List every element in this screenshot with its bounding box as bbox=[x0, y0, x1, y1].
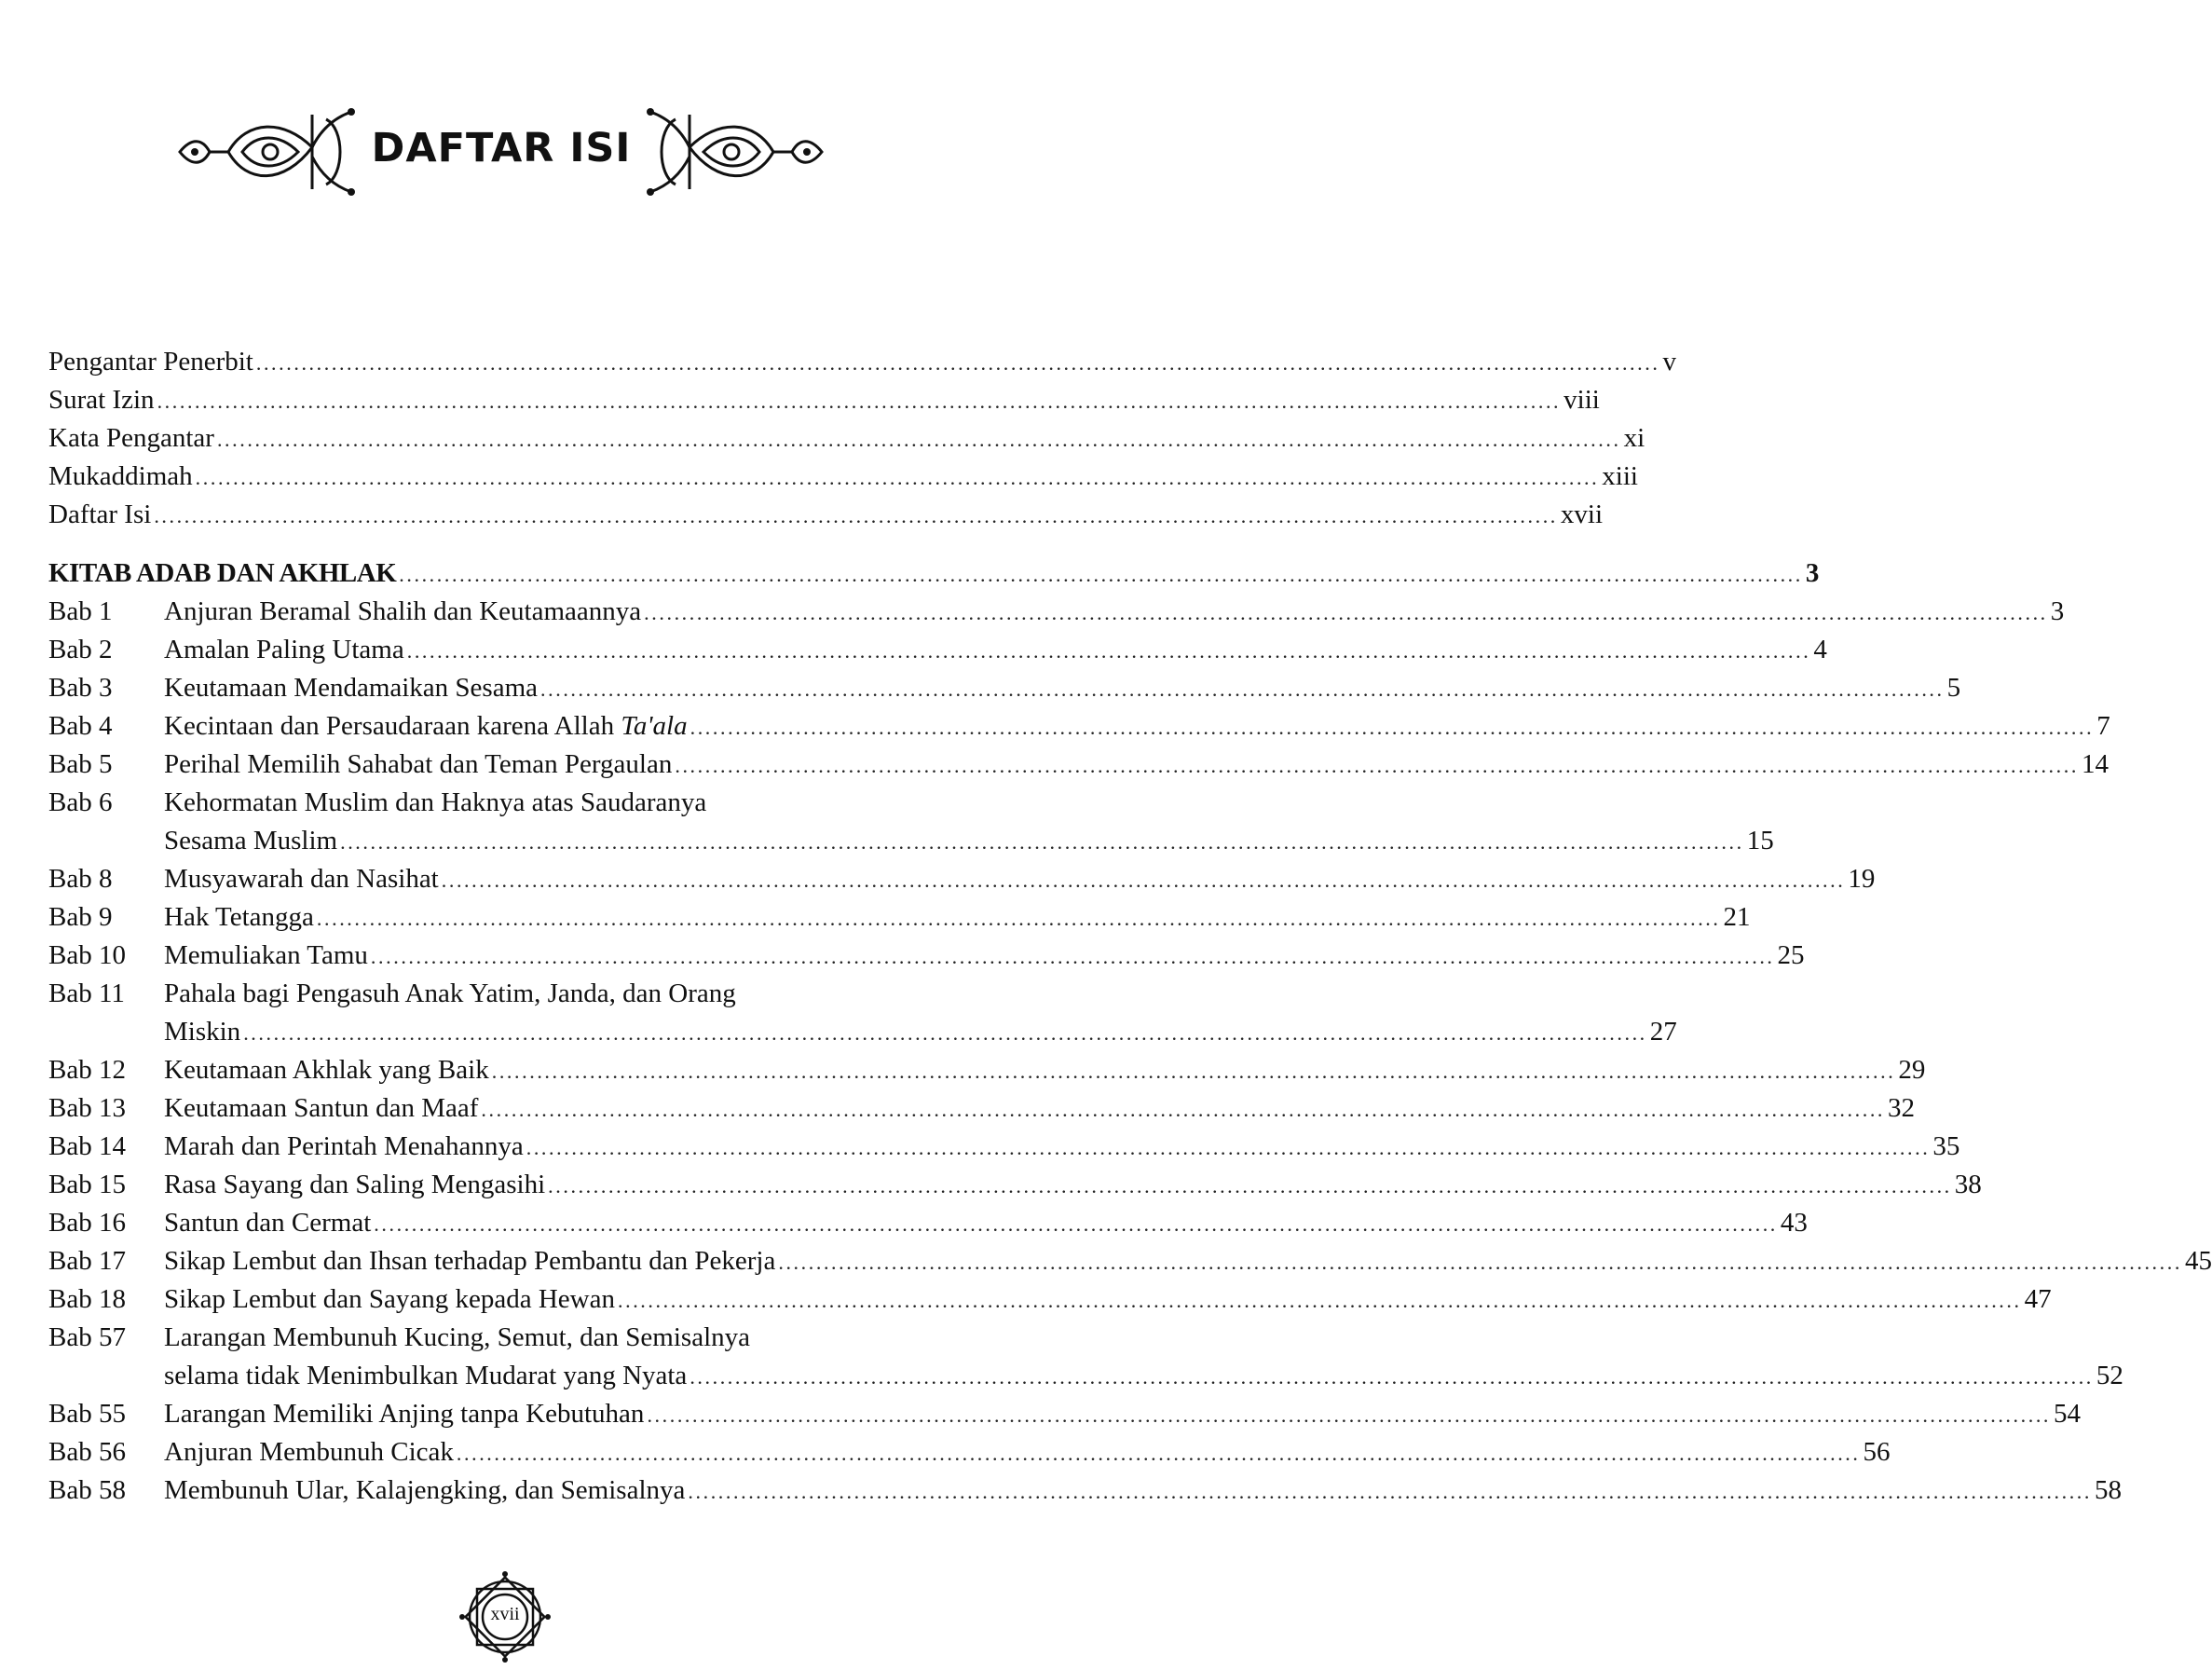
chapter-number: Bab 58 bbox=[48, 1475, 126, 1505]
chapter-page: 43 bbox=[1780, 1208, 1808, 1238]
chapter-title-text: Anjuran Beramal Shalih dan Keutamaannya bbox=[164, 596, 642, 626]
chapter-title bbox=[164, 937, 368, 975]
chapter-title bbox=[164, 1280, 615, 1319]
chapter-entry[interactable] bbox=[48, 1204, 1808, 1242]
chapter-entry[interactable] bbox=[48, 1319, 2123, 1395]
dot-leader bbox=[690, 708, 2095, 746]
chapter-number: Bab 13 bbox=[48, 1093, 126, 1123]
chapter-title-row bbox=[164, 1395, 2081, 1433]
chapter-number: Bab 17 bbox=[48, 1246, 126, 1276]
toc-entry[interactable] bbox=[48, 343, 1676, 381]
chapter-entry[interactable] bbox=[48, 746, 2109, 784]
chapter-title-row bbox=[164, 1472, 2122, 1510]
dot-leader bbox=[481, 1090, 1885, 1129]
chapter-entry[interactable] bbox=[48, 707, 2110, 746]
chapter-body bbox=[164, 1280, 2052, 1319]
chapter-page: 5 bbox=[1946, 673, 1961, 703]
chapter-entry[interactable] bbox=[48, 1472, 2122, 1510]
chapter-title bbox=[164, 822, 337, 860]
chapter-title-text: Membunuh Ular, Kalajengking, dan Semisalnya bbox=[164, 1475, 686, 1505]
chapter-title bbox=[164, 1089, 478, 1128]
chapter-page: 47 bbox=[2024, 1284, 2052, 1314]
section-heading[interactable] bbox=[48, 554, 1820, 593]
chapter-page: 56 bbox=[1863, 1437, 1891, 1467]
table-of-contents bbox=[48, 343, 2212, 1510]
chapter-number: Bab 14 bbox=[48, 1131, 126, 1161]
chapter-title-row bbox=[164, 822, 1774, 860]
chapter-title-text: Amalan Paling Utama bbox=[164, 635, 404, 664]
chapter-page: 58 bbox=[2095, 1475, 2122, 1505]
chapter-title-text: Sikap Lembut dan Sayang kepada Hewan bbox=[164, 1284, 615, 1314]
chapter-title-row bbox=[164, 1051, 1925, 1089]
chapter-entry[interactable] bbox=[48, 1128, 1960, 1166]
chapter-entry[interactable] bbox=[48, 860, 1876, 898]
dot-leader bbox=[407, 632, 1811, 670]
chapter-page: 7 bbox=[2096, 711, 2110, 741]
chapter-body bbox=[164, 898, 1751, 937]
chapter-entry[interactable] bbox=[48, 593, 2065, 631]
chapter-title-row bbox=[164, 860, 1875, 898]
dot-leader bbox=[374, 1205, 1778, 1243]
chapter-entry[interactable] bbox=[48, 1395, 2082, 1433]
dot-leader bbox=[399, 555, 1803, 594]
chapter-title-line: Pahala bagi Pengasuh Anak Yatim, Janda, dan Orang bbox=[164, 979, 736, 1008]
dot-leader bbox=[243, 1014, 1647, 1052]
dot-leader bbox=[492, 1052, 1896, 1090]
chapter-body bbox=[164, 746, 2109, 784]
chapter-title bbox=[164, 860, 439, 898]
entry-title: Mukaddimah bbox=[48, 461, 193, 491]
chapter-body bbox=[164, 784, 1774, 860]
chapter-title-text: Keutamaan Santun dan Maaf bbox=[164, 1093, 479, 1123]
chapter-body bbox=[164, 593, 2064, 631]
chapter-page: 19 bbox=[1848, 864, 1876, 894]
chapter-title-text: Anjuran Membunuh Cicak bbox=[164, 1437, 454, 1467]
chapter-number: Bab 15 bbox=[48, 1170, 126, 1199]
dot-leader bbox=[457, 1434, 1861, 1472]
chapter-number: Bab 1 bbox=[48, 596, 113, 626]
chapter-body bbox=[164, 1433, 1891, 1472]
chapter-title-row bbox=[164, 631, 1827, 669]
chapter-body bbox=[164, 1166, 1982, 1204]
chapter-title-row bbox=[164, 1433, 1891, 1472]
chapter-title-text: Marah dan Perintah Menahannya bbox=[164, 1131, 524, 1161]
chapter-number: Bab 18 bbox=[48, 1284, 126, 1314]
chapter-body bbox=[164, 860, 1875, 898]
chapter-number: Bab 55 bbox=[48, 1399, 126, 1429]
section-page: 3 bbox=[1805, 558, 1820, 588]
dot-leader bbox=[548, 1167, 1952, 1205]
chapter-body bbox=[164, 1395, 2081, 1433]
chapter-title-row bbox=[164, 1204, 1808, 1242]
chapter-title-row bbox=[164, 1013, 1677, 1051]
dot-leader bbox=[526, 1129, 1931, 1167]
chapter-title bbox=[164, 1204, 371, 1242]
chapter-title-row bbox=[164, 1166, 1982, 1204]
chapter-title-row bbox=[164, 707, 2110, 746]
chapter-entry[interactable] bbox=[48, 669, 1961, 707]
chapter-title bbox=[164, 898, 314, 937]
chapter-title-row bbox=[164, 1128, 1959, 1166]
page-title: DAFTAR ISI bbox=[371, 125, 632, 171]
entry-page: viii bbox=[1563, 385, 1600, 415]
dot-leader bbox=[442, 861, 1846, 899]
chapter-title-text: Kecintaan dan Persaudaraan karena Allah bbox=[164, 711, 615, 741]
chapter-number: Bab 3 bbox=[48, 673, 113, 703]
chapter-body bbox=[164, 707, 2110, 746]
chapter-title-text: Santun dan Cermat bbox=[164, 1208, 372, 1238]
chapter-title-text: Memuliakan Tamu bbox=[164, 940, 368, 970]
chapter-page: 3 bbox=[2050, 596, 2065, 626]
chapter-title-row bbox=[164, 746, 2109, 784]
entry-page: v bbox=[1662, 347, 1676, 376]
toc-entry[interactable] bbox=[48, 419, 1645, 458]
dot-leader bbox=[157, 382, 1562, 420]
chapter-body bbox=[164, 1472, 2122, 1510]
chapter-page: 15 bbox=[1746, 826, 1774, 856]
chapter-body bbox=[164, 1128, 1959, 1166]
chapter-title-text: Musyawarah dan Nasihat bbox=[164, 864, 439, 894]
chapter-body bbox=[164, 975, 1677, 1051]
chapter-body bbox=[164, 1204, 1808, 1242]
chapter-title bbox=[164, 1242, 775, 1280]
chapter-page: 4 bbox=[1813, 635, 1827, 664]
chapter-page: 45 bbox=[2184, 1246, 2212, 1276]
chapter-title bbox=[164, 669, 538, 707]
chapter-page: 32 bbox=[1888, 1093, 1916, 1123]
chapter-number: Bab 4 bbox=[48, 711, 113, 741]
dot-leader bbox=[196, 459, 1600, 497]
chapter-title-text: Keutamaan Akhlak yang Baik bbox=[164, 1055, 489, 1085]
chapter-title bbox=[164, 1472, 685, 1510]
chapter-title-text: Perihal Memilih Sahabat dan Teman Pergaulan bbox=[164, 749, 673, 779]
dot-leader bbox=[256, 344, 1660, 382]
chapter-title-italic: Ta'ala bbox=[621, 711, 688, 741]
dot-leader bbox=[778, 1243, 2182, 1281]
chapter-page: 14 bbox=[2081, 749, 2109, 779]
chapter-number: Bab 57 bbox=[48, 1322, 126, 1352]
chapter-title bbox=[164, 1433, 454, 1472]
dot-leader bbox=[675, 746, 2079, 785]
entry-title: Daftar Isi bbox=[48, 500, 152, 529]
chapter-title bbox=[164, 746, 672, 784]
entry-title: Pengantar Penerbit bbox=[48, 347, 253, 376]
chapter-entry[interactable] bbox=[48, 898, 1751, 937]
chapter-body bbox=[164, 1242, 2212, 1280]
chapter-title-text: Sesama Muslim bbox=[164, 826, 338, 856]
section-title: KITAB ADAB DAN AKHLAK bbox=[48, 558, 397, 588]
toc-entry[interactable] bbox=[48, 458, 1638, 496]
chapter-title-row bbox=[164, 937, 1805, 975]
chapter-title-text: Miskin bbox=[164, 1017, 241, 1047]
entry-page: xvii bbox=[1560, 500, 1604, 529]
dot-leader bbox=[647, 1396, 2051, 1434]
chapter-title-text: Keutamaan Mendamaikan Sesama bbox=[164, 673, 539, 703]
chapter-title bbox=[164, 1051, 489, 1089]
chapter-entry[interactable] bbox=[48, 1089, 1916, 1128]
entry-title: Surat Izin bbox=[48, 385, 155, 415]
entry-page: xiii bbox=[1602, 461, 1638, 491]
chapter-entry[interactable] bbox=[48, 1051, 1926, 1089]
chapter-entry[interactable] bbox=[48, 975, 1677, 1051]
dot-leader bbox=[340, 823, 1744, 861]
chapter-entry[interactable] bbox=[48, 1280, 2052, 1319]
chapter-title-line: Kehormatan Muslim dan Haknya atas Saudaranya bbox=[164, 787, 707, 817]
chapter-title-text: Rasa Sayang dan Saling Mengasihi bbox=[164, 1170, 546, 1199]
chapter-page: 54 bbox=[2054, 1399, 2082, 1429]
chapter-entry[interactable] bbox=[48, 1166, 1982, 1204]
chapter-entry[interactable] bbox=[48, 937, 1805, 975]
chapter-title bbox=[164, 707, 688, 746]
entry-page: xi bbox=[1623, 423, 1645, 453]
chapter-title bbox=[164, 1128, 524, 1166]
chapter-title-row bbox=[164, 593, 2064, 631]
toc-entry[interactable] bbox=[48, 381, 1600, 419]
chapter-number: Bab 9 bbox=[48, 902, 113, 932]
chapter-page: 21 bbox=[1723, 902, 1751, 932]
right-ornament-icon bbox=[643, 101, 829, 203]
chapter-number: Bab 5 bbox=[48, 749, 113, 779]
chapter-number: Bab 6 bbox=[48, 787, 113, 817]
chapter-page: 52 bbox=[2096, 1361, 2123, 1390]
chapter-body bbox=[164, 1089, 1915, 1128]
chapter-title-row bbox=[164, 1280, 2052, 1319]
toc-entry[interactable] bbox=[48, 496, 1604, 534]
chapter-title bbox=[164, 1013, 240, 1051]
chapter-title-line: Larangan Membunuh Kucing, Semut, dan Semisalnya bbox=[164, 1322, 751, 1352]
chapter-number: Bab 8 bbox=[48, 864, 113, 894]
chapter-title-row bbox=[164, 1242, 2212, 1280]
chapter-page: 38 bbox=[1954, 1170, 1982, 1199]
front-matter-list bbox=[48, 343, 1676, 534]
chapter-body bbox=[164, 631, 1827, 669]
chapter-body bbox=[164, 1319, 2123, 1395]
dot-leader bbox=[644, 594, 2048, 632]
chapter-body bbox=[164, 669, 1960, 707]
dot-leader bbox=[317, 899, 1721, 938]
chapter-title bbox=[164, 1166, 545, 1204]
chapter-number: Bab 16 bbox=[48, 1208, 126, 1238]
dot-leader bbox=[371, 938, 1775, 976]
chapter-title-text: Hak Tetangga bbox=[164, 902, 314, 932]
chapter-page: 35 bbox=[1932, 1131, 1960, 1161]
chapter-body bbox=[164, 937, 1805, 975]
dot-leader bbox=[154, 497, 1558, 535]
chapter-title bbox=[164, 631, 404, 669]
chapter-title bbox=[164, 593, 641, 631]
chapter-title-row bbox=[164, 1089, 1915, 1128]
chapter-entry[interactable] bbox=[48, 631, 1827, 669]
chapter-number: Bab 11 bbox=[48, 979, 125, 1008]
dot-leader bbox=[217, 420, 1621, 459]
chapter-entry[interactable] bbox=[48, 784, 1774, 860]
chapter-page: 27 bbox=[1649, 1017, 1677, 1047]
chapter-title bbox=[164, 1395, 644, 1433]
dot-leader bbox=[690, 1358, 2094, 1396]
chapter-title-row bbox=[164, 898, 1751, 937]
chapter-title-row bbox=[164, 669, 1960, 707]
chapter-title bbox=[164, 1357, 687, 1395]
chapter-page: 25 bbox=[1777, 940, 1805, 970]
chapter-title-text: selama tidak Menimbulkan Mudarat yang Nyata bbox=[164, 1361, 688, 1390]
chapter-page: 29 bbox=[1898, 1055, 1926, 1085]
chapter-title-text: Larangan Memiliki Anjing tanpa Kebutuhan bbox=[164, 1399, 645, 1429]
page-number: xvii bbox=[490, 1604, 520, 1624]
page-header bbox=[0, 101, 1003, 203]
chapter-title-row bbox=[164, 1357, 2123, 1395]
chapter-number: Bab 12 bbox=[48, 1055, 126, 1085]
entry-title: Kata Pengantar bbox=[48, 423, 214, 453]
chapter-number: Bab 2 bbox=[48, 635, 113, 664]
dot-leader bbox=[540, 670, 1945, 708]
chapter-entry[interactable] bbox=[48, 1242, 2212, 1280]
page-footer bbox=[457, 1568, 553, 1665]
dot-leader bbox=[688, 1472, 2092, 1511]
chapter-entry[interactable] bbox=[48, 1433, 1891, 1472]
chapter-body bbox=[164, 1051, 1925, 1089]
chapter-title-text: Sikap Lembut dan Ihsan terhadap Pembantu dan Pekerja bbox=[164, 1246, 776, 1276]
chapter-list bbox=[48, 593, 2212, 1510]
dot-leader bbox=[618, 1281, 2022, 1320]
chapter-number: Bab 10 bbox=[48, 940, 126, 970]
chapter-number: Bab 56 bbox=[48, 1437, 126, 1467]
